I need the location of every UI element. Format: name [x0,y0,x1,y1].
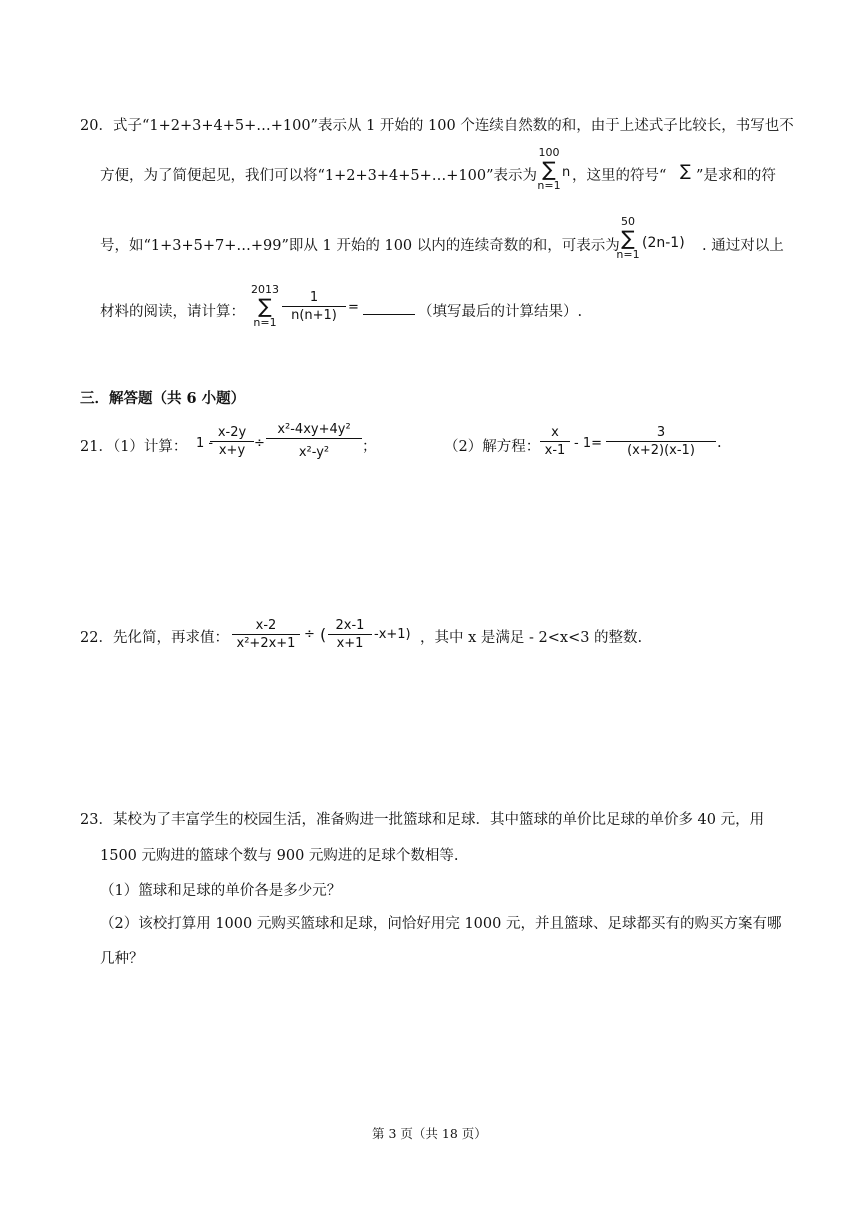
sigma-icon: ∑ [542,157,556,181]
q23-sub1: （1）篮球和足球的单价各是多少元？ [100,883,342,899]
q20-sum-2-body: (2n-1) [642,235,685,251]
section-title: 三．解答题（共 6 小题） [80,390,246,407]
q20-sum-2 [614,216,642,260]
fraction-numerator: x-2 [255,618,277,633]
q22-frac-2 [328,618,372,651]
q21-part1-prefix: 1 - [196,436,214,451]
fraction-denominator: (x+2)(x-1) [627,443,695,458]
q21-frac-4 [606,425,716,458]
fraction-bar [266,438,362,439]
q23-line1: 23．某校为了丰富学生的校园生活，准备购进一批篮球和足球．其中篮球的单价比足球的单价多 40 元，用 [80,812,765,828]
answer-blank[interactable] [363,314,415,315]
q23-sub2-cont: 几种？ [100,951,144,967]
q20-line4-a: 材料的阅读，请计算： [100,304,245,320]
q20-line3-b: . 通过对以上 [702,238,784,254]
fraction-numerator: 2x-1 [335,618,365,633]
fraction-bar [606,441,716,442]
q23-sub2: （2）该校打算用 1000 元购买篮球和足球，问恰好用完 1000 元，并且篮球、足球都买有的购买方案有哪 [100,916,782,932]
page-footer: 第 3 页（共 18 页） [372,1126,487,1141]
q21-label: 21．（1）计算： [80,439,188,455]
q21-frac-3 [540,425,570,458]
fraction-bar [328,634,372,635]
q21-frac-1 [210,425,254,458]
q20-sum-1-body: n [562,165,571,180]
q20-equals: = [348,300,359,315]
q20-line2-a: 方便，为了简便起见，我们可以将“1+2+3+4+5+…+100”表示为 [100,168,538,184]
q23-line2: 1500 元购进的篮球个数与 900 元购进的足球个数相等. [100,848,459,864]
fraction-bar [232,634,300,635]
q21-part2-end: . [717,435,722,451]
fraction-numerator: 3 [656,425,666,440]
sum-lower-limit: n=1 [537,179,561,192]
q22-frac-1 [232,618,300,651]
q21-part2-label: （2）解方程： [444,439,541,455]
fraction-denominator: x+1 [336,636,364,651]
q20-sum-1 [534,147,564,191]
sum-lower-limit: n=1 [616,248,640,261]
q20-fraction [282,290,346,323]
fraction-bar [282,306,346,307]
sigma-symbol: ∑ [680,161,691,180]
divide-sign: ÷ [304,627,315,642]
q20-line2-b: ，这里的符号“ [572,168,667,184]
sigma-icon: ∑ [621,226,635,250]
sum-lower-limit: n=1 [253,316,277,329]
q22-label: 22．先化简，再求值： [80,630,229,646]
fraction-denominator: x²+2x+1 [236,636,296,651]
sum-upper-limit: 50 [621,215,635,228]
fraction-numerator: 1 [309,290,319,305]
sum-upper-limit: 100 [538,146,560,159]
fraction-denominator: x-1 [544,443,566,458]
fraction-bar [210,441,254,442]
q20-line4-b: （填写最后的计算结果）. [418,304,583,320]
q20-line3-a: 号，如“1+3+5+7+…+99”即从 1 开始的 100 以内的连续奇数的和，可表示为 [100,238,620,254]
q21-frac-2 [266,422,362,460]
fraction-denominator: n(n+1) [291,308,337,323]
fraction-numerator: x²-4xy+4y² [277,422,351,437]
fraction-denominator: x+y [218,443,246,458]
q20-sum-3 [248,284,282,328]
sigma-icon: ∑ [258,294,272,318]
q21-part1-end: ； [362,439,377,455]
fraction-bar [540,441,570,442]
divide-sign: ÷ [254,436,265,451]
q22-paren-open: ( [320,625,327,644]
fraction-numerator: x-2y [217,425,247,440]
q22-tail: -x+1) [374,627,411,642]
fraction-denominator: x²-y² [298,445,330,460]
sum-upper-limit: 2013 [251,283,279,296]
q22-condition: ，其中 x 是满足 - 2<x<3 的整数. [420,630,643,646]
q20-line1: 20．式子“1+2+3+4+5+…+100”表示从 1 开始的 100 个连续自然数的和，由于上述式子比较长，书写也不 [80,118,794,134]
q21-part2-mid: - 1= [574,436,602,451]
fraction-numerator: x [551,425,559,440]
q20-line2-c: ”是求和的符 [696,168,776,184]
